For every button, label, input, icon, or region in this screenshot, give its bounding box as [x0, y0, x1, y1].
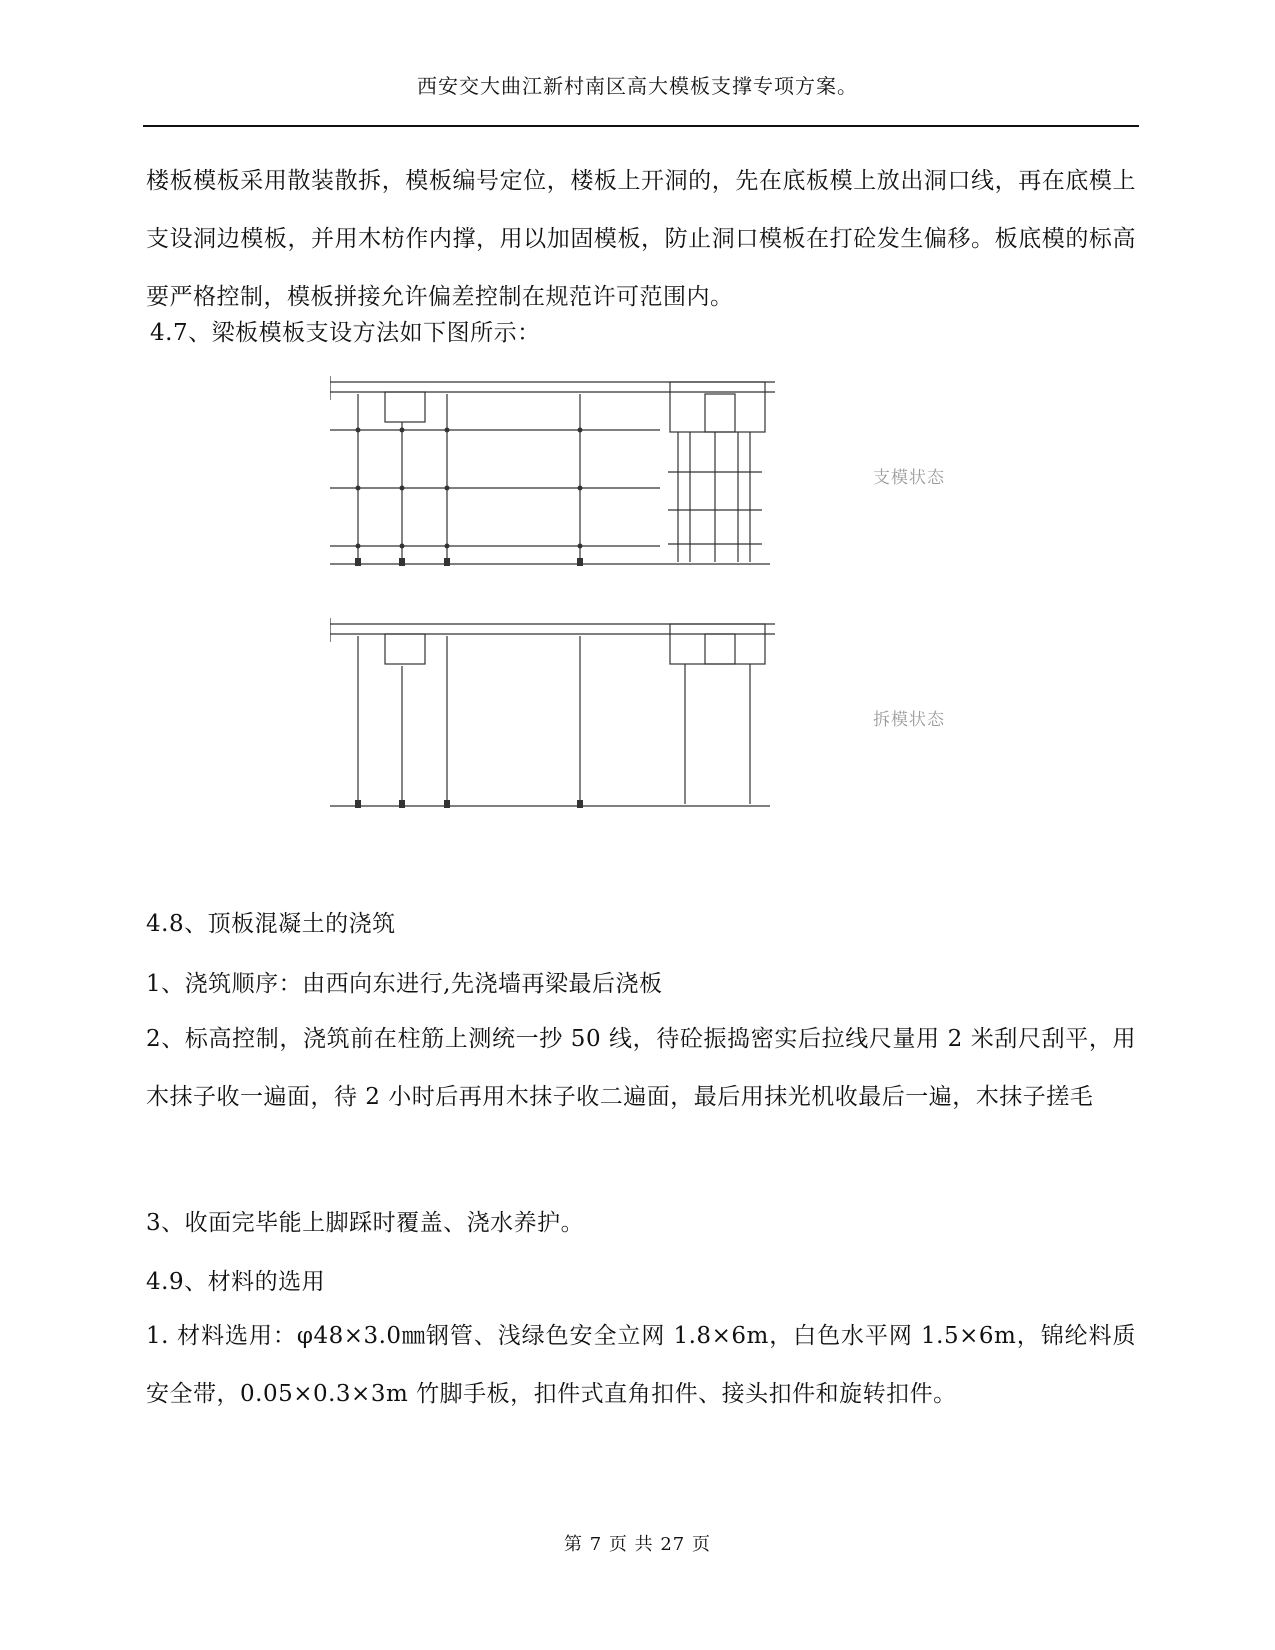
page-footer: 第 7 页 共 27 页 [564, 1534, 711, 1555]
page-header: 西安交大曲江新村南区高大模板支撑专项方案。 [417, 74, 858, 98]
header-rule [143, 125, 1139, 127]
list-item-pour-order: 1、浇筑顺序：由西向东进行,先浇墙再梁最后浇板 [146, 971, 663, 997]
figure-removal-state [330, 614, 830, 814]
figure-support-state [330, 372, 830, 572]
list-item-elevation-control: 2、标高控制，浇筑前在柱筋上测统一抄 50 线，待砼振捣密实后拉线尺量用 2 米刮尺刮平，用木抹子收一遍面，待 2 小时后再用木抹子收二遍面，最后用抹光机收最后一遍，木抹子搓毛 [146, 1026, 1136, 1110]
section-heading-4-7: 4.7、梁板模板支设方法如下图所示： [150, 320, 541, 346]
list-item-materials: 1. 材料选用：φ48×3.0㎜钢管、浅绿色安全立网 1.8×6m，白色水平网 1.5×6m，锦纶料质安全带，0.05×0.3×3m 竹脚手板，扣件式直角扣件、接头扣件和旋转扣件。 [146, 1323, 1136, 1407]
list-item-curing: 3、收面完毕能上脚踩时覆盖、浇水养护。 [146, 1210, 585, 1236]
paragraph-slab-formwork: 楼板模板采用散装散拆，模板编号定位，楼板上开洞的，先在底板模上放出洞口线，再在底模上支设洞边模板，并用木枋作内撑，用以加固模板，防止洞口模板在打砼发生偏移。板底模的标高要严格控制，模板拼接允许偏差控制在规范许可范围内。 [146, 168, 1136, 310]
caption-support-state: 支模状态 [873, 468, 945, 488]
section-heading-4-9: 4.9、材料的选用 [146, 1269, 326, 1295]
section-heading-4-8: 4.8、顶板混凝土的浇筑 [146, 911, 396, 937]
caption-removal-state: 拆模状态 [873, 710, 945, 730]
